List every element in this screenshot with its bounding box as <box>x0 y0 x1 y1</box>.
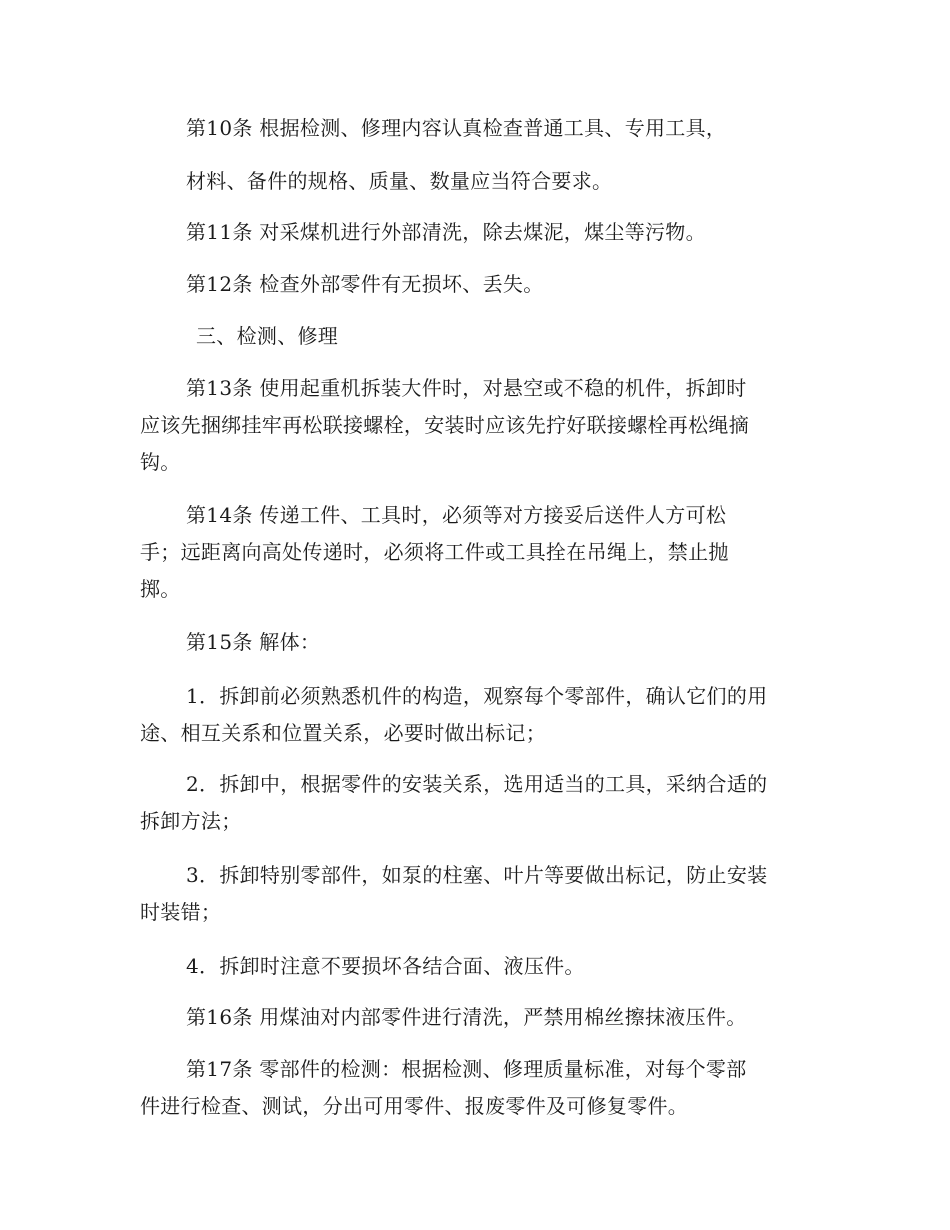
text-line: 件进行检查、测试，分出可用零件、报废零件及可修复零件。 <box>140 1094 689 1118</box>
paragraph-article-12 <box>140 266 830 303</box>
list-item-2 <box>140 766 830 840</box>
paragraph-article-13 <box>140 370 830 481</box>
text-line: 第13条 使用起重机拆装大件时，对悬空或不稳的机件，拆卸时 <box>186 376 747 400</box>
text-line: 时装错； <box>140 900 222 924</box>
text-line: 1．拆卸前必须熟悉机件的构造，观察每个零部件，确认它们的用 <box>186 684 768 708</box>
list-item-3 <box>140 857 830 931</box>
text-line: 3．拆卸特别零部件，如泵的柱塞、叶片等要做出标记，防止安装 <box>186 863 768 887</box>
text-line: 手；远距离向高处传递时，必须将工件或工具拴在吊绳上，禁止抛 <box>140 540 729 564</box>
text-line: 途、相互关系和位置关系，必要时做出标记； <box>140 721 546 745</box>
text-line: 第11条 对采煤机进行外部清洗，除去煤泥，煤尘等污物。 <box>186 220 706 244</box>
text-line: 第12条 检查外部零件有无损坏、丢失。 <box>186 272 544 296</box>
text-line: 材料、备件的规格、质量、数量应当符合要求。 <box>186 169 613 193</box>
text-line: 第15条 解体： <box>186 630 321 654</box>
paragraph-article-15 <box>140 624 830 661</box>
text-line: 4．拆卸时注意不要损坏各结合面、液压件。 <box>186 954 585 978</box>
list-item-1 <box>140 678 830 752</box>
text-line: 应该先捆绑挂牢再松联接螺栓，安装时应该先拧好联接螺栓再松绳摘 <box>140 413 749 437</box>
paragraph-article-10 <box>140 110 830 147</box>
section-heading <box>140 318 830 355</box>
paragraph-article-10-continued <box>140 163 830 200</box>
section-heading-text: 三、检测、修理 <box>196 324 339 348</box>
text-line: 第14条 传递工件、工具时，必须等对方接妥后送件人方可松 <box>186 503 727 527</box>
paragraph-article-17 <box>140 1051 830 1125</box>
text-line: 第16条 用煤油对内部零件进行清洗，严禁用棉丝擦抹液压件。 <box>186 1005 747 1029</box>
text-line: 钩。 <box>140 450 181 474</box>
paragraph-article-11 <box>140 214 830 251</box>
text-line: 掷。 <box>140 577 181 601</box>
paragraph-article-14 <box>140 497 830 608</box>
text-line: 2．拆卸中，根据零件的安装关系，选用适当的工具，采纳合适的 <box>186 772 768 796</box>
text-line: 第10条 根据检测、修理内容认真检查普通工具、专用工具， <box>186 116 727 140</box>
paragraph-article-16 <box>140 999 830 1036</box>
list-item-4 <box>140 948 830 985</box>
text-line: 第17条 零部件的检测：根据检测、修理质量标准，对每个零部 <box>186 1057 747 1081</box>
text-line: 拆卸方法； <box>140 809 242 833</box>
